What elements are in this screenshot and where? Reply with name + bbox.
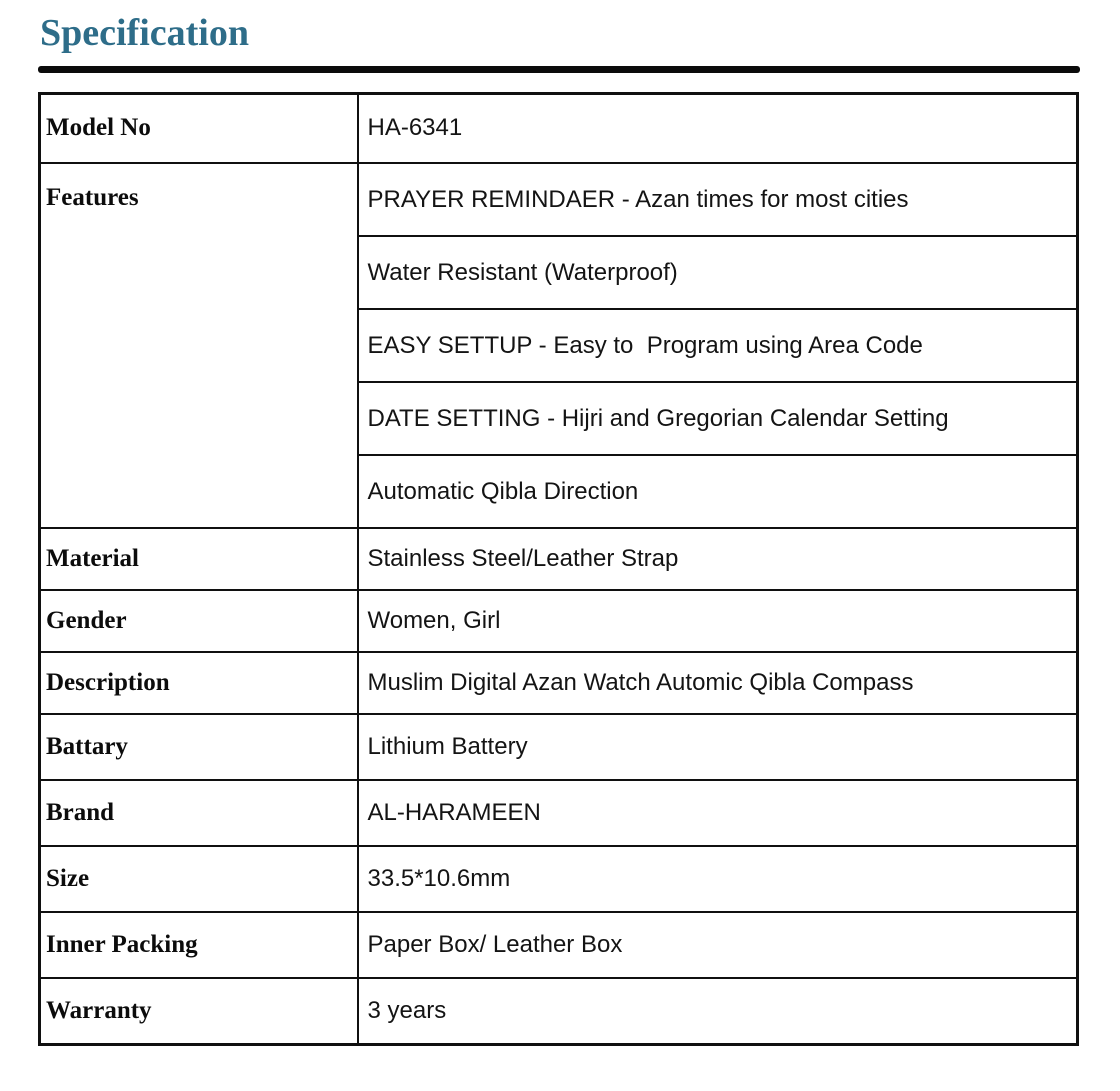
table-row-inner-packing — [40, 912, 1078, 978]
page-title: Specification — [40, 12, 249, 54]
table-row-description — [40, 652, 1078, 714]
spec-label: Model No — [40, 93, 358, 163]
table-row-warranty — [40, 978, 1078, 1044]
spec-label: Description — [40, 652, 358, 714]
table-row-features — [40, 163, 1078, 236]
spec-label: Brand — [40, 780, 358, 846]
table-row-battary — [40, 714, 1078, 780]
spec-value: Lithium Battery — [358, 714, 1078, 780]
table-row-size — [40, 846, 1078, 912]
spec-label: Features — [40, 163, 358, 528]
spec-label: Inner Packing — [40, 912, 358, 978]
spec-value: 33.5*10.6mm — [358, 846, 1078, 912]
title-rule — [38, 66, 1080, 73]
spec-value: DATE SETTING - Hijri and Gregorian Calendar Setting — [358, 382, 1078, 455]
spec-label: Warranty — [40, 978, 358, 1044]
spec-value: 3 years — [358, 978, 1078, 1044]
spec-table — [38, 92, 1079, 1046]
spec-value: HA-6341 — [358, 93, 1078, 163]
spec-value: Water Resistant (Waterproof) — [358, 236, 1078, 309]
spec-value: AL-HARAMEEN — [358, 780, 1078, 846]
table-row-model-no — [40, 93, 1078, 163]
table-row-material — [40, 528, 1078, 590]
table-row-brand — [40, 780, 1078, 846]
table-row-gender — [40, 590, 1078, 652]
spec-value: Muslim Digital Azan Watch Automic Qibla Compass — [358, 652, 1078, 714]
spec-value: Automatic Qibla Direction — [358, 455, 1078, 528]
spec-value: Paper Box/ Leather Box — [358, 912, 1078, 978]
spec-value: Stainless Steel/Leather Strap — [358, 528, 1078, 590]
spec-value: EASY SETTUP - Easy to Program using Area Code — [358, 309, 1078, 382]
spec-label: Material — [40, 528, 358, 590]
spec-value: Women, Girl — [358, 590, 1078, 652]
spec-value: PRAYER REMINDAER - Azan times for most cities — [358, 163, 1078, 236]
spec-label: Gender — [40, 590, 358, 652]
spec-label: Battary — [40, 714, 358, 780]
spec-label: Size — [40, 846, 358, 912]
